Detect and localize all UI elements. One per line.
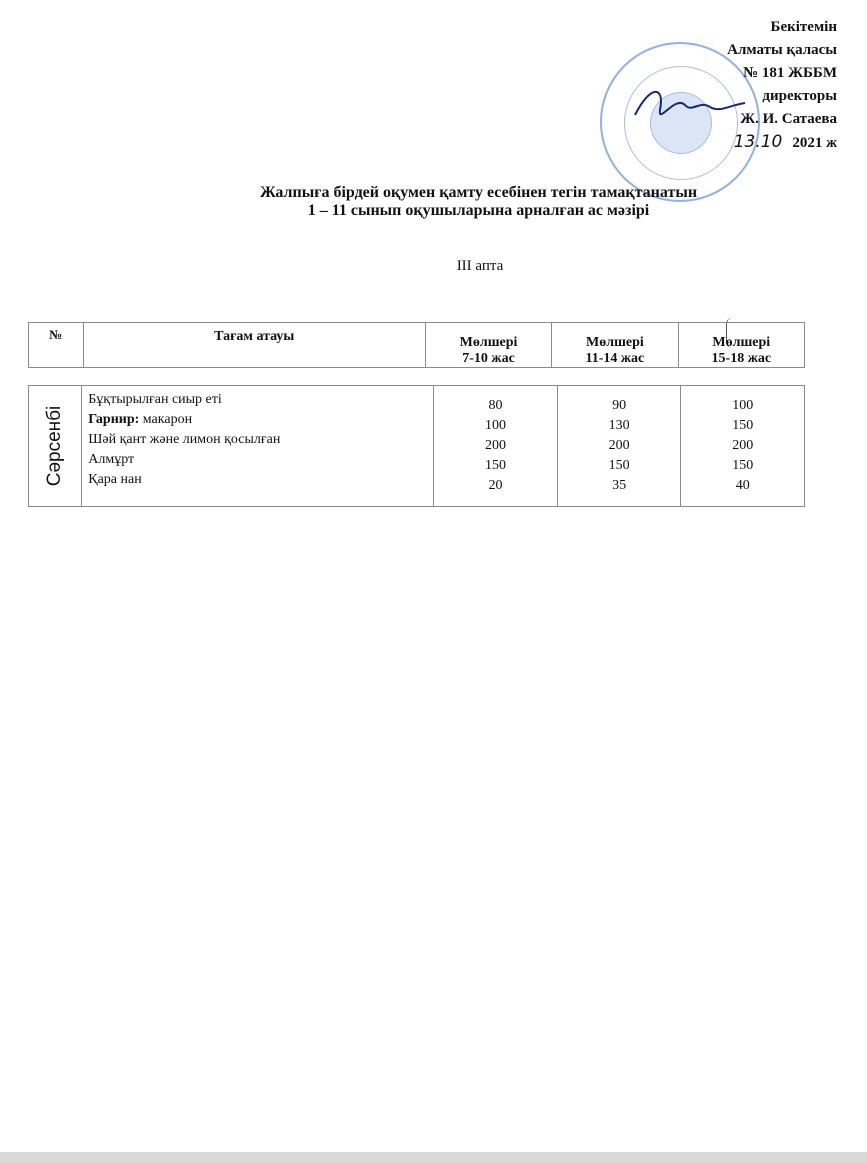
qty-value: 35	[612, 478, 627, 493]
dish-item	[88, 390, 427, 410]
day-cell	[29, 386, 82, 507]
qty-value: 100	[732, 398, 754, 413]
document-title	[0, 184, 867, 220]
qty-15-18	[681, 386, 805, 507]
header-age1-l2: 7-10 жас	[462, 351, 515, 366]
header-age2-l1: Мөлшері	[586, 335, 644, 350]
approval-block	[637, 16, 837, 155]
qty-value: 200	[608, 438, 630, 453]
dish-item	[88, 410, 427, 430]
dish-label: Гарнир:	[88, 412, 140, 427]
dish-item	[88, 450, 427, 470]
page-bottom-edge	[0, 1152, 867, 1163]
title-line-1: Жалпыға бірдей оқумен қамту есебінен тегін тамақтанатын	[259, 184, 698, 201]
qty-value: 20	[488, 478, 503, 493]
dish-name: Шәй қант және лимон қосылған	[88, 432, 281, 447]
approval-date-row	[637, 131, 837, 155]
menu-header-table	[28, 322, 805, 368]
qty-11-14	[557, 386, 681, 507]
qty-value: 150	[732, 458, 754, 473]
header-age-15-18	[678, 323, 804, 368]
header-age1-l1: Мөлшері	[459, 335, 518, 350]
table-row	[29, 386, 805, 507]
dish-item	[88, 430, 427, 450]
approval-line-1: Бекітемін	[770, 19, 837, 35]
dish-name: Қара нан	[88, 472, 142, 487]
qty-value: 80	[488, 398, 503, 413]
qty-7-10	[434, 386, 558, 507]
qty-value: 90	[612, 398, 627, 413]
approval-line-4: директоры	[762, 88, 837, 104]
qty-value: 200	[485, 438, 507, 453]
dish-list	[82, 386, 434, 507]
approval-line-5: Ж. И. Сатаева	[740, 111, 837, 127]
header-dish-name: Тағам атауы	[83, 323, 425, 368]
day-label: Сәрсенбі	[44, 405, 66, 487]
header-age-7-10	[425, 323, 551, 368]
qty-value: 150	[608, 458, 630, 473]
dish-item	[88, 470, 427, 490]
approval-line-3: № 181 ЖББМ	[743, 65, 837, 81]
handwritten-date: 13.10	[733, 132, 783, 152]
qty-value: 150	[732, 418, 754, 433]
week-label: III апта	[456, 258, 504, 274]
header-age2-l2: 11-14 жас	[585, 351, 645, 366]
approval-year: 2021 ж	[792, 135, 837, 151]
header-age3-l2: 15-18 жас	[711, 351, 772, 366]
qty-value: 40	[735, 478, 750, 493]
qty-value: 130	[608, 418, 630, 433]
approval-line-2: Алматы қаласы	[727, 42, 837, 58]
qty-value: 200	[732, 438, 754, 453]
title-line-2: 1 – 11 сынып оқушыларына арналған ас мәзірі	[307, 202, 650, 219]
dish-name: Бұқтырылған сиыр еті	[88, 392, 222, 407]
dish-name: Алмұрт	[88, 452, 135, 467]
menu-body-table	[28, 385, 805, 507]
dish-name: макарон	[139, 412, 193, 427]
header-age-11-14	[552, 323, 678, 368]
header-number: №	[29, 323, 84, 368]
qty-value: 100	[485, 418, 507, 433]
qty-value: 150	[485, 458, 507, 473]
header-age3-l1: Мөлшері	[712, 335, 771, 350]
